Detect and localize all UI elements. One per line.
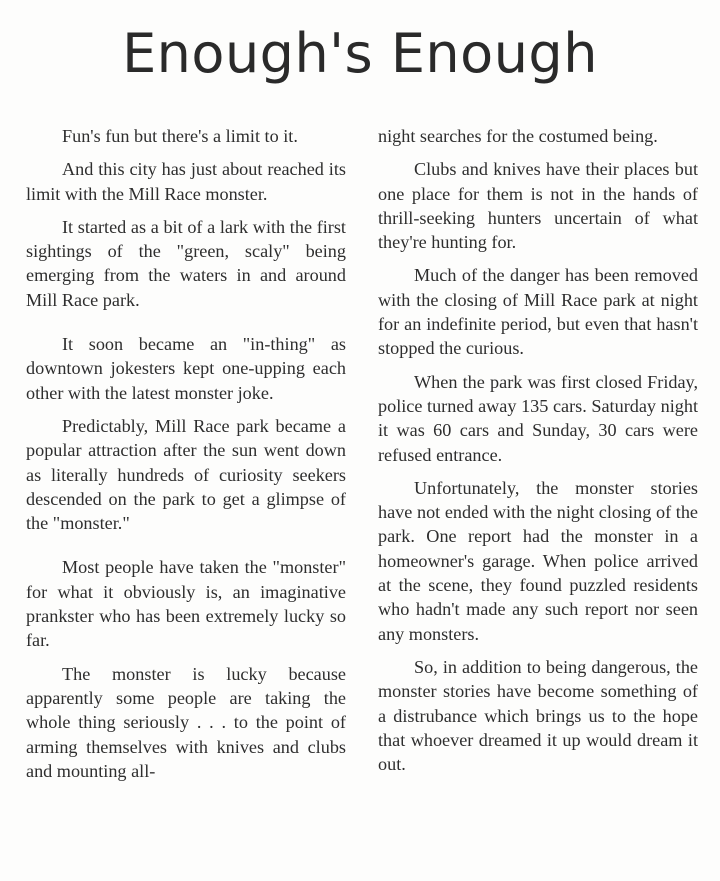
paragraph: Most people have taken the "monster" for what it obviously is, an imaginative prankster who has been extremely lucky so far.	[26, 557, 346, 651]
paragraph: Much of the danger has been removed with the closing of Mill Race park at night for an indefinite period, but even that hasn't stopped the curious.	[378, 265, 698, 359]
paragraph: Predictably, Mill Race park became a popular attraction after the sun went down as literally hundreds of curiosity seekers descended on the park to get a glimpse of the "monster."	[26, 415, 346, 534]
paragraph: So, in addition to being dangerous, the monster stories have become something of a distrubance which brings us to the hope that whoever dreamed it up would dream it out.	[378, 656, 698, 775]
paragraph: It soon became an "in-thing" as downtown jokesters kept one-upping each other with the latest monster joke.	[26, 334, 346, 403]
right-column	[378, 124, 698, 785]
paragraph: Unfortunately, the monster stories have not ended with the night closing of the park. One report had the monster in a homeowner's garage. When police arrived at the scene, they found puzzled residents who hadn't made any such report nor seen any monsters.	[378, 477, 698, 644]
paragraph: The monster is lucky because apparently some people are taking the whole thing seriously . . . to the point of arming themselves with knives and clubs and mounting all-	[26, 663, 346, 781]
paragraph: And this city has just about reached its limit with the Mill Race monster.	[26, 159, 346, 204]
paragraph: Clubs and knives have their places but one place for them is not in the hands of thrill-seeking hunters uncertain of what they're hunting for.	[378, 159, 698, 253]
paragraph: night searches for the costumed being.	[378, 126, 658, 146]
headline: Enough's Enough	[122, 22, 598, 85]
paragraph: It started as a bit of a lark with the first sightings of the "green, scaly" being emerging from the waters in and around Mill Race park.	[26, 216, 346, 310]
paragraph: Fun's fun but there's a limit to it.	[62, 126, 298, 146]
paragraph: When the park was first closed Friday, police turned away 135 cars. Saturday night it was 60 cars and Sunday, 30 cars were refused entrance.	[378, 371, 698, 465]
left-column	[26, 124, 346, 792]
